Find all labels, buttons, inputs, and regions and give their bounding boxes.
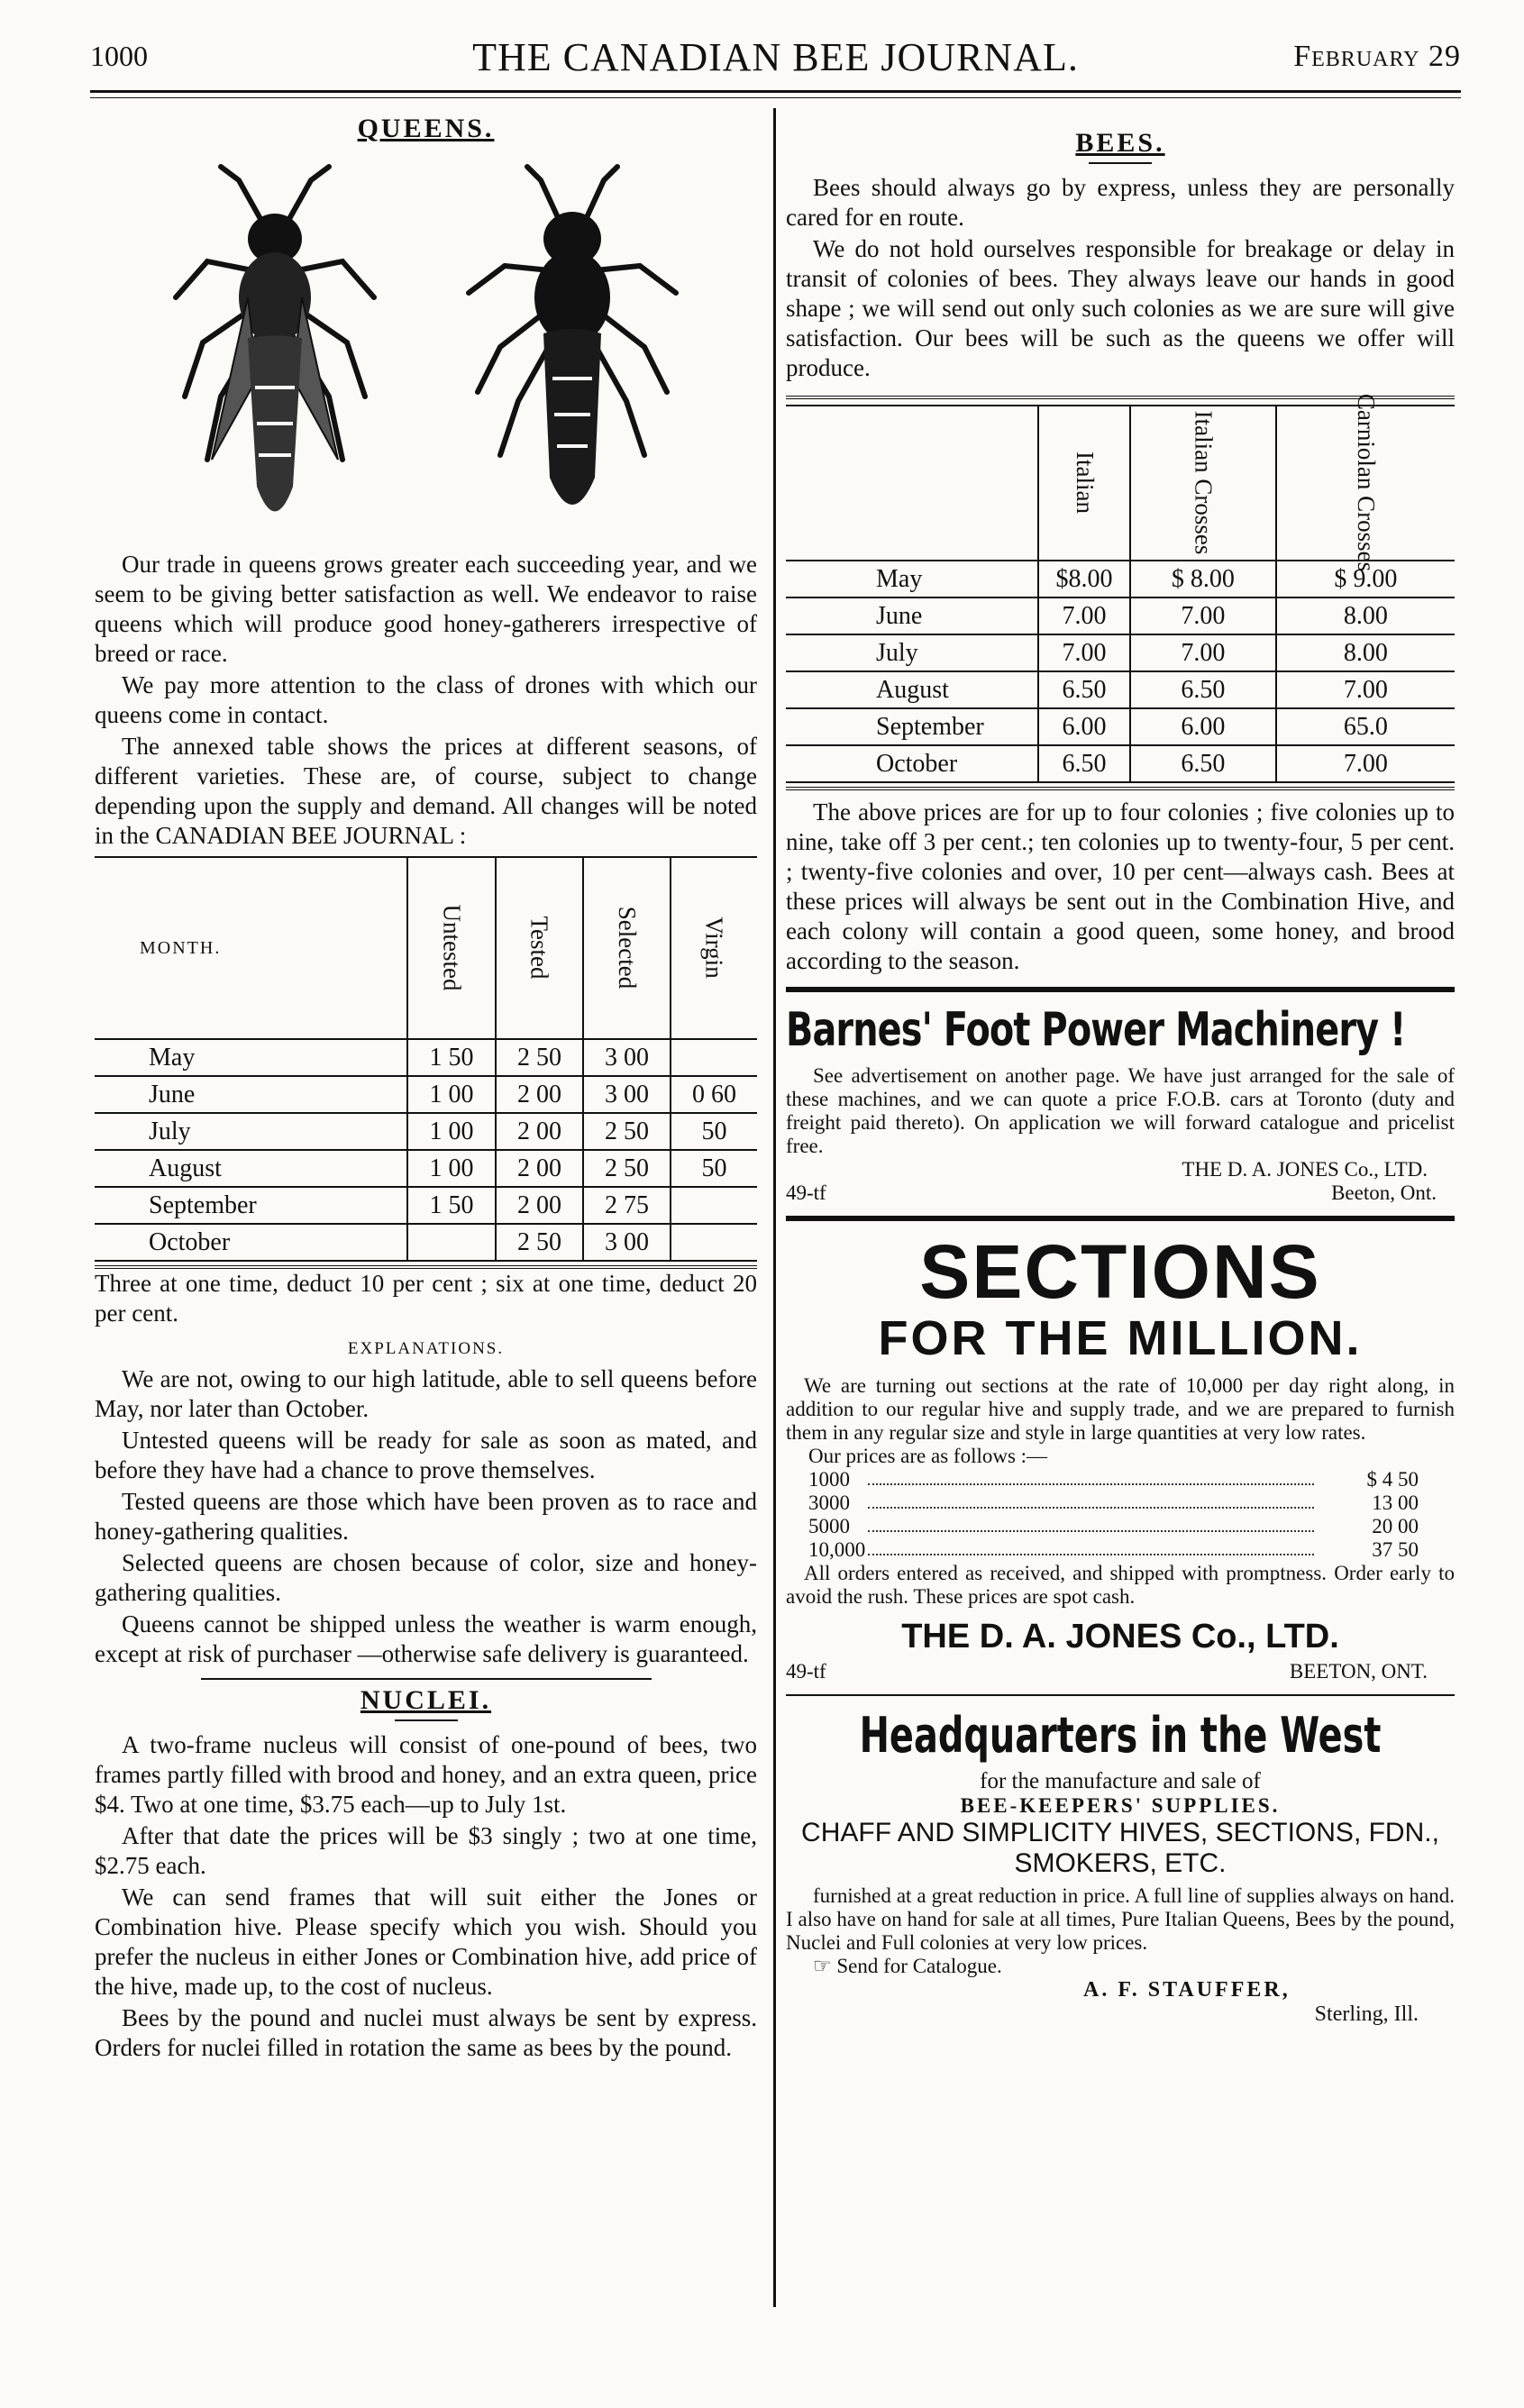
table-row: October 6.50 6.50 7.00: [786, 745, 1455, 782]
section-rule: [201, 1678, 652, 1680]
table-row: June 7.00 7.00 8.00: [786, 597, 1455, 634]
explanation-paragraph: Tested queens are those which have been proven as to race and honey-gathering qualities.: [95, 1488, 757, 1545]
explanation-paragraph: Untested queens will be ready for sale as soon as mated, and before they have had a chance to prove themselves.: [95, 1427, 757, 1483]
ad-location: Beeton, Ont.: [1331, 1181, 1437, 1204]
sections-signature: [786, 1660, 1455, 1683]
left-column: [95, 108, 757, 2065]
table-row: July 1 00 2 00 2 50 50: [95, 1113, 757, 1150]
table-row: October 2 50 3 00: [95, 1224, 757, 1261]
barnes-signature: [786, 1181, 1455, 1205]
right-column: [786, 108, 1455, 2027]
column-header: Italian Crosses: [1130, 406, 1276, 561]
bees-paragraph: We do not hold ourselves responsible for breakage or delay in transit of colonies of bees. They always leave our hands in good shape ; we will send out only such colonies as we are sure will give satisfaction. Our bees will be such as the queens we offer will produce.: [786, 235, 1455, 381]
journal-title: THE CANADIAN BEE JOURNAL.: [472, 35, 1079, 79]
queens-title: QUEENS.: [357, 114, 495, 143]
explanation-paragraph: Queens cannot be shipped unless the weather is warm enough, except at risk of purchaser —otherwise safe delivery is guaranteed.: [95, 1610, 757, 1667]
hq-line3: CHAFF AND SIMPLICITY HIVES, SECTIONS, FDN., SMOKERS, ETC.: [801, 1818, 1439, 1878]
ad-rule: [786, 987, 1455, 992]
table-row: September 6.00 6.00 65.0: [786, 708, 1455, 745]
queens-price-table: [95, 856, 757, 1262]
sections-title: SECTIONS: [919, 1229, 1321, 1314]
hq-catalogue: ☞ Send for Catalogue.: [813, 1955, 1002, 1977]
bees-price-table: [786, 393, 1455, 783]
explanation-paragraph: We are not, owing to our high latitude, able to sell queens before May, nor later than October.: [95, 1365, 757, 1422]
barnes-ad-title: Barnes' Foot Power Machinery !: [786, 1003, 1406, 1057]
table-row: May $8.00 $ 8.00 $ 9.00: [786, 561, 1455, 597]
table-row: June 1 00 2 00 3 00 0 60: [95, 1076, 757, 1113]
column-divider: [773, 108, 776, 2307]
column-header: Italian: [1038, 406, 1130, 561]
column-header: Selected: [583, 857, 671, 1039]
hq-text: furnished at a great reduction in price. A full line of supplies always on hand. I also have on hand for sale at all times, Pure Italian Queens, Bees by the pound, Nuclei and Full colonies at very low prices.: [786, 1884, 1455, 1954]
hq-line1: for the manufacture and sale of: [980, 1769, 1261, 1793]
queen-bee-icon: [455, 162, 689, 541]
title-underline: [395, 1719, 458, 1721]
bees-after-table: The above prices are for up to four colonies ; five colonies up to nine, take off 3 per cent.; ten colonies up to twenty-four, 5 per cent. ; twenty-five colonies and over, 10 per cent—always cash. Bees at these prices will always be sent out in the Combination Hive, and each colony will contain a good queen, some honey, and brood according to the season.: [786, 798, 1455, 974]
hq-location: Sterling, Ill.: [1314, 2002, 1419, 2026]
table-row: May 1 50 2 50 3 00: [95, 1039, 757, 1076]
explanations-heading: EXPLANATIONS.: [347, 1339, 505, 1358]
queens-paragraph: Our trade in queens grows greater each succeeding year, and we seem to be giving better satisfaction as well. We endeavor to raise queens which will produce good honey-gatherers irrespective of breed or race.: [95, 551, 757, 667]
table-bottom-rule: [786, 787, 1455, 790]
sections-subtitle: FOR THE MILLION.: [878, 1311, 1363, 1365]
header-rule-thin: [90, 97, 1461, 98]
column-header: Tested: [496, 857, 583, 1039]
header-rule: [90, 90, 1461, 93]
table-row: August 1 00 2 00 2 50 50: [95, 1150, 757, 1187]
queens-discount: Three at one time, deduct 10 per cent ; six at one time, deduct 20 per cent.: [95, 1270, 757, 1327]
hq-line2: BEE-KEEPERS' SUPPLIES.: [960, 1794, 1281, 1817]
bees-paragraph: Bees should always go by express, unless they are personally cared for en route.: [786, 174, 1455, 231]
queen-illustration: [95, 153, 757, 550]
headquarters-title: Headquarters in the West: [859, 1707, 1382, 1764]
barnes-ad-text: See advertisement on another page. We have just arranged for the sale of these machines, and we can quote a price F.O.B. cars at Toronto (duty and freight paid thereto). On application we will forward catalogue and pricelist free.: [786, 1064, 1455, 1157]
queens-paragraph: The annexed table shows the prices at different seasons, of different varieties. These are, of course, subject to change depending upon the supply and demand. All changes will be noted in the CANADIAN BEE JOURNAL :: [95, 733, 757, 849]
barnes-company: THE D. A. JONES Co., LTD.: [1182, 1158, 1428, 1181]
queens-paragraph: We pay more attention to the class of drones with which our queens come in contact.: [95, 671, 757, 728]
nuclei-paragraph: Bees by the pound and nuclei must always be sent by express. Orders for nuclei filled in rotation the same as bees by the pound.: [95, 2004, 757, 2061]
month-header: MONTH.: [95, 857, 407, 1039]
sections-text: We are turning out sections at the rate of 10,000 per day right along, in addition to our regular hive and supply trade, and we are prepared to furnish them in any regular size and style in large quantities at very low rates.: [786, 1374, 1455, 1444]
sections-company: THE D. A. JONES Co., LTD.: [901, 1618, 1339, 1656]
pointing-hand-icon: ☞: [813, 1955, 837, 1977]
price-intro: Our prices are as follows :—: [808, 1445, 1048, 1467]
explanation-paragraph: Selected queens are chosen because of color, size and honey-gathering qualities.: [95, 1549, 757, 1606]
page-header: [90, 34, 1461, 88]
column-header: Carniolan Crosses: [1276, 406, 1455, 561]
table-row: August 6.50 6.50 7.00: [786, 671, 1455, 708]
ad-code: 49-tf: [786, 1181, 826, 1204]
month-header: [786, 406, 1038, 561]
table-row: July 7.00 7.00 8.00: [786, 634, 1455, 671]
price-row: 3000 13 00: [808, 1491, 1419, 1514]
bees-title: BEES.: [1075, 128, 1165, 158]
nuclei-paragraph: After that date the prices will be $3 singly ; two at one time, $2.75 each.: [95, 1822, 757, 1879]
nuclei-paragraph: A two-frame nucleus will consist of one-pound of bees, two frames partly filled with brood and honey, and an extra queen, price $4. Two at one time, $3.75 each—up to July 1st.: [95, 1731, 757, 1818]
price-row: 5000 20 00: [808, 1515, 1419, 1537]
price-row: 10,000 37 50: [808, 1538, 1419, 1561]
title-underline: [1089, 162, 1152, 164]
queen-bee-icon: [158, 162, 392, 541]
issue-date: February 29: [1293, 40, 1461, 73]
page-number: 1000: [90, 40, 148, 72]
ad-rule: [786, 1216, 1455, 1221]
nuclei-paragraph: We can send frames that will suit either the Jones or Combination hive. Please specify which you wish. Should you prefer the nucleus in either Jones or Combination hive, add price of the hive, made up, to the cost of nucleus.: [95, 1884, 757, 2000]
column-header: Untested: [407, 857, 496, 1039]
ad-location: BEETON, ONT.: [1289, 1660, 1428, 1683]
price-row: 1000 $ 4 50: [808, 1468, 1419, 1491]
ad-rule: [786, 1694, 1455, 1696]
ad-code: 49-tf: [786, 1660, 826, 1683]
nuclei-title: NUCLEI.: [360, 1685, 492, 1715]
column-header: Virgin: [671, 857, 757, 1039]
sections-footer: All orders entered as received, and shipped with promptness. Order early to avoid the rush. These prices are spot cash.: [786, 1562, 1455, 1608]
sections-price-list: [786, 1445, 1455, 1562]
table-row: September 1 50 2 00 2 75: [95, 1187, 757, 1224]
hq-name: A. F. STAUFFER,: [1083, 1978, 1291, 2002]
